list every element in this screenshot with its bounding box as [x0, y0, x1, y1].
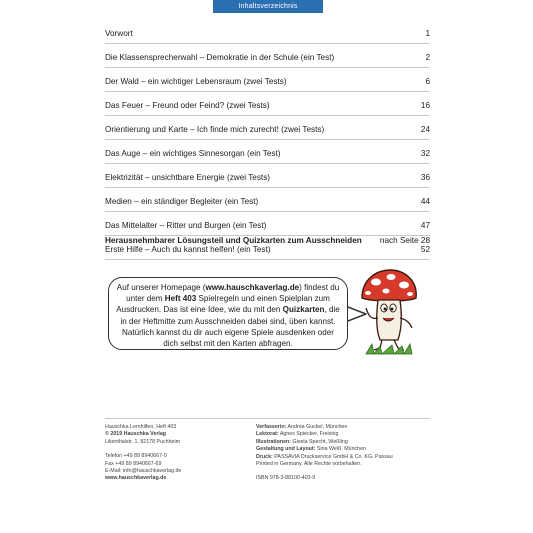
toc-entry-page: 24 [420, 124, 430, 134]
credit-print: Druck: PASSAVIA Druckservice GmbH & Co. KG, Passau [256, 453, 393, 460]
mushroom-mascot-icon [358, 268, 420, 356]
homepage-link[interactable]: www.hauschkaverlag.de [205, 283, 300, 292]
speech-bubble [108, 277, 348, 350]
heft-number: Heft 403 [164, 294, 197, 304]
toc-final-entry[interactable] [105, 236, 430, 248]
toc-final-title: Herausnehmbarer Lösungsteil und Quizkarten zum Ausschneiden [105, 236, 362, 245]
website-link[interactable]: www.hauschkaverlag.de [105, 475, 167, 482]
toc-entry[interactable] [105, 188, 430, 212]
speech-bubble-text: Auf unserer Homepage (www.hauschkaverlag.de) findest du unter dem Heft 403 Spielregeln und einen Spielplan zum Ausdrucken. Das ist eine Idee, wie du mit den Quizkarten, die in der Heftmitte zum Ausschneiden dabei sind, üben kannst. Natürlich kannst du dir auch eigene Spiele ausdenken oder dich selbst mit den Karten abfragen. [116, 283, 340, 349]
email[interactable]: E-Mail: info@hauschkaverlag.de [105, 468, 182, 475]
toc-entry-page: 2 [425, 52, 430, 62]
toc-entry-page: 47 [420, 220, 430, 230]
toc-entry-title: Das Feuer – Freund oder Feind? (zwei Tests) [105, 100, 270, 110]
toc-entry-page: 6 [425, 76, 430, 86]
phone: Telefon +49 89 8940667-0 [105, 453, 167, 460]
toc-entry[interactable] [105, 92, 430, 116]
toc-entry-page: 52 [420, 244, 430, 254]
toc-entry-title: Das Mittelalter – Ritter und Burgen (ein Test) [105, 220, 267, 230]
toc-entry-page: 1 [425, 28, 430, 38]
toc-entry[interactable] [105, 116, 430, 140]
series-label: Hauschka Lernhilfen, Heft 403 [105, 424, 177, 430]
toc-entry-page: 36 [420, 172, 430, 182]
isbn: ISBN 978-3-88100-403-9 [256, 475, 316, 482]
toc-entry-title: Erste Hilfe – Auch du kannst helfen! (ein Test) [105, 244, 271, 254]
toc-entry[interactable] [105, 164, 430, 188]
quizkarten-term: Quizkarten [282, 305, 325, 315]
credit-layout: Gestaltung und Layout: Sina Weiß, München [256, 446, 367, 453]
toc-entry-page: 16 [420, 100, 430, 110]
copyright: © 2019 Hauschka Verlag [105, 431, 167, 438]
toc-entry-title: Medien – ein ständiger Begleiter (ein Test) [105, 196, 259, 206]
toc-entry-title: Vorwort [105, 28, 133, 38]
toc-entry-title: Orientierung und Karte – Ich finde mich zurecht! (zwei Tests) [105, 124, 325, 134]
section-tab: Inhaltsverzeichnis [213, 0, 323, 13]
footer-publisher-info [105, 424, 245, 483]
fax: Fax +49 89 8940667-69 [105, 460, 162, 467]
printed-notice: Printed in Germany. Alle Rechte vorbehalten. [256, 461, 362, 468]
toc-entry-title: Die Klassensprecherwahl – Demokratie in der Schule (ein Test) [105, 52, 335, 62]
footer-divider [105, 418, 430, 419]
credit-illustrations: Illustrationen: Gisela Specht, Weßling [256, 438, 348, 445]
toc-entry[interactable] [105, 44, 430, 68]
table-of-contents [105, 20, 430, 260]
toc-entry-page: 32 [420, 148, 430, 158]
toc-entry[interactable] [105, 212, 430, 236]
toc-entry-title: Elektrizität – unsichtbare Energie (zwei Tests) [105, 172, 271, 182]
toc-entry-title: Der Wald – ein wichtiger Lebensraum (zwei Tests) [105, 76, 287, 86]
toc-entry[interactable] [105, 140, 430, 164]
toc-entry[interactable] [105, 68, 430, 92]
credit-editor: Lektorat: Agnes Spiecker, Freising [256, 431, 339, 438]
address: Lilienthalstr. 1, 82178 Puchheim [105, 438, 181, 445]
toc-entry-page: 44 [420, 196, 430, 206]
footer-credits [256, 424, 436, 483]
toc-entry[interactable] [105, 20, 430, 44]
toc-final-page: nach Seite 28 [379, 236, 430, 245]
toc-entry-title: Das Auge – ein wichtiges Sinnesorgan (ein Test) [105, 148, 281, 158]
credit-author: Verfasserin: Andrea Guckel, München [256, 424, 348, 430]
